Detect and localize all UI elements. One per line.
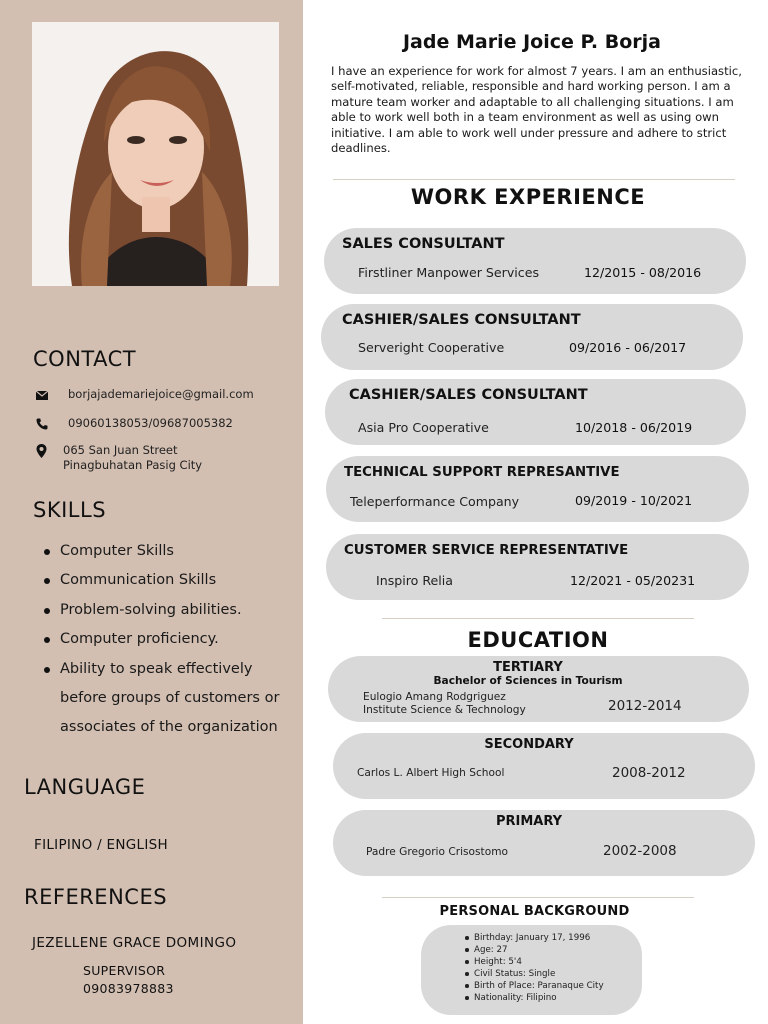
job-title: CASHIER/SALES CONSULTANT: [342, 312, 581, 328]
education-years: 2002-2008: [603, 843, 677, 859]
school-line: Eulogio Amang Rodgriguez: [363, 691, 506, 703]
address-line2: Pinagbuhatan Pasig City: [63, 458, 203, 472]
reference-phone: 09083978883: [83, 981, 174, 996]
work-experience-heading: WORK EXPERIENCE: [410, 185, 646, 209]
job-card: [325, 379, 746, 445]
education-school: Padre Gregorio Crisostomo: [366, 846, 508, 858]
personal-item: Height: 5'4: [474, 956, 604, 968]
contact-address: [36, 443, 202, 473]
job-dates: 12/2021 - 05/20231: [570, 573, 696, 588]
applicant-name: Jade Marie Joice P. Borja: [402, 31, 661, 53]
phone-text: 09060138053/09687005382: [68, 416, 233, 430]
skills-heading: SKILLS: [33, 498, 107, 522]
profile-summary: I have an experience for work for almost 7 years. I am an enthusiastic, self-motivated, reliable, responsible and hard working person. I am a mature team worker and adaptable to all challenging situations. I am able to work well both in a team environment as well as using own initiative. I am able to work well under pressure and adhere to strict deadlines.: [331, 64, 742, 156]
job-card: [326, 456, 749, 522]
job-dates: 12/2015 - 08/2016: [584, 265, 702, 280]
personal-item: Civil Status: Single: [474, 968, 604, 980]
skills-list: [42, 537, 282, 743]
education-years: 2012-2014: [608, 698, 682, 714]
skill-item: Communication Skills: [42, 566, 282, 595]
job-title: SALES CONSULTANT: [342, 236, 505, 252]
divider: [382, 618, 694, 619]
education-level: TERTIARY: [493, 660, 563, 675]
education-level: SECONDARY: [484, 737, 574, 752]
envelope-icon: [36, 388, 52, 402]
education-card: [333, 733, 755, 799]
skill-item: Ability to speak effectively before groups of customers or associates of the organization: [42, 655, 282, 743]
skill-item: Computer proficiency.: [42, 625, 282, 654]
contact-email[interactable]: [36, 387, 254, 402]
email-text: borjajademariejoice@gmail.com: [68, 387, 254, 401]
education-card: [333, 810, 755, 876]
language-value: FILIPINO / ENGLISH: [34, 837, 168, 853]
address-line1: 065 San Juan Street: [63, 443, 178, 457]
education-level: PRIMARY: [495, 814, 563, 829]
job-card: [326, 534, 749, 600]
personal-item: Birth of Place: Paranaque City: [474, 981, 604, 991]
job-title: CUSTOMER SERVICE REPRESENTATIVE: [344, 543, 629, 558]
education-school: [363, 691, 526, 717]
divider: [382, 897, 694, 898]
job-company: Inspiro Relia: [376, 573, 454, 588]
skill-item: Computer Skills: [42, 537, 282, 566]
job-dates: 10/2018 - 06/2019: [575, 420, 693, 435]
contact-phone[interactable]: [36, 416, 233, 431]
phone-icon: [36, 417, 52, 431]
location-pin-icon: [36, 444, 52, 458]
job-dates: 09/2019 - 10/2021: [575, 493, 693, 508]
job-company: Teleperformance Company: [350, 494, 520, 509]
personal-background-list: [474, 932, 604, 1004]
education-degree: Bachelor of Sciences in Tourism: [433, 675, 623, 687]
personal-item: Nationality: Filipino: [474, 992, 604, 1004]
profile-photo: [32, 22, 279, 286]
personal-background-heading: PERSONAL BACKGROUND: [439, 904, 630, 919]
reference-role: SUPERVISOR: [83, 963, 166, 978]
skill-item: Problem-solving abilities.: [42, 596, 282, 625]
language-heading: LANGUAGE: [24, 775, 146, 799]
personal-item: Birthday: January 17, 1996: [474, 932, 604, 944]
divider: [333, 179, 735, 180]
education-heading: EDUCATION: [467, 628, 609, 652]
job-dates: 09/2016 - 06/2017: [569, 340, 687, 355]
education-card: [328, 656, 749, 722]
education-years: 2008-2012: [612, 765, 686, 781]
job-card: [321, 304, 743, 370]
job-company: Serveright Cooperative: [358, 340, 505, 355]
job-company: Asia Pro Cooperative: [358, 420, 489, 435]
job-company: Firstliner Manpower Services: [358, 265, 540, 280]
sidebar: [0, 0, 303, 1024]
contact-heading: CONTACT: [33, 347, 137, 371]
education-school: Carlos L. Albert High School: [357, 767, 505, 779]
school-line: Institute Science & Technology: [363, 704, 526, 716]
references-heading: REFERENCES: [24, 885, 168, 909]
reference-name: JEZELLENE GRACE DOMINGO: [32, 935, 237, 951]
job-title: TECHNICAL SUPPORT REPRESANTIVE: [344, 465, 620, 480]
job-card: [324, 228, 746, 294]
job-title: CASHIER/SALES CONSULTANT: [349, 387, 588, 403]
personal-item: Age: 27: [474, 944, 604, 956]
